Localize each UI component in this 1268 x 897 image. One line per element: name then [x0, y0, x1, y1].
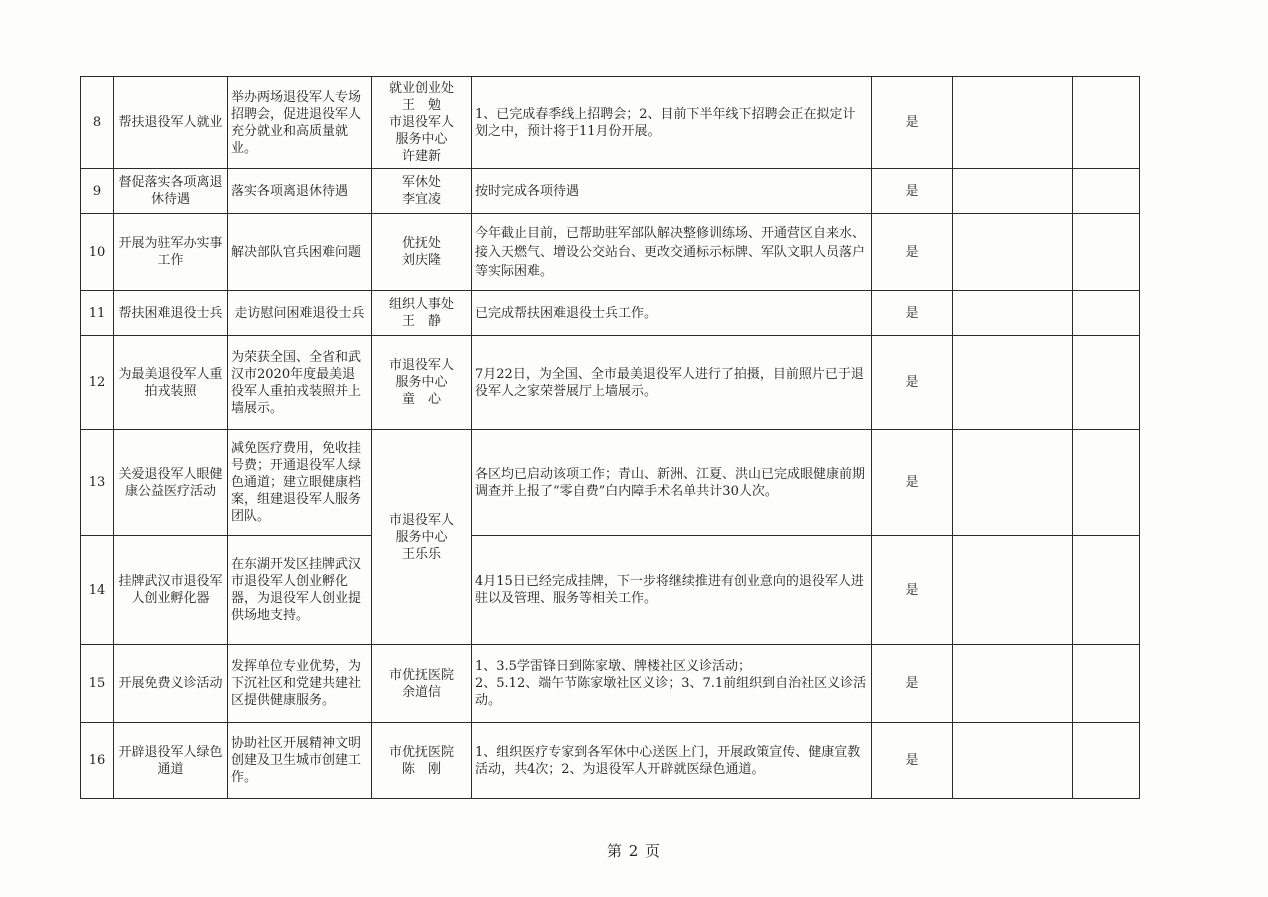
blank-cell [1073, 645, 1140, 723]
item-name: 督促落实各项离退休待遇 [114, 169, 228, 214]
blank-cell [1073, 536, 1140, 645]
responsible-dept [372, 77, 472, 169]
item-content: 发挥单位专业优势，为下沉社区和党建共建社区提供健康服务。 [228, 645, 372, 723]
responsible-dept [372, 645, 472, 723]
completed-status: 是 [872, 169, 953, 214]
progress-text: 今年截止目前，已帮助驻军部队解决整修训练场、开通营区自来水、接入天燃气、增设公交站台、更改交通标示标牌、军队文职人员落户等实际困难。 [472, 214, 872, 291]
dept-line: 陈 刚 [401, 761, 441, 777]
row-number: 8 [81, 77, 114, 169]
row-number: 13 [81, 430, 114, 536]
row-number: 10 [81, 214, 114, 291]
progress-text: 1、组织医疗专家到各军休中心送医上门，开展政策宣传、健康宣教活动，共4次；2、为退役军人开辟就医绿色通道。 [472, 723, 872, 799]
table-row [81, 723, 1140, 799]
table-row [81, 645, 1140, 723]
item-name: 为最美退役军人重拍戎装照 [114, 336, 228, 430]
table-row [81, 214, 1140, 291]
table-row [81, 291, 1140, 336]
completed-status: 是 [872, 336, 953, 430]
item-content: 减免医疗费用，免收挂号费；开通退役军人绿色通道；建立眼健康档案，组建退役军人服务团队。 [228, 430, 372, 536]
progress-text [472, 645, 872, 723]
dept-line: 服务中心 [395, 529, 448, 545]
dept-line: 市退役军人 [388, 115, 454, 130]
blank-cell [953, 169, 1073, 214]
item-name: 帮扶退役军人就业 [114, 77, 228, 169]
progress-text: 1、已完成春季线上招聘会；2、目前下半年线下招聘会正在拟定计划之中，预计将于11月份开展。 [472, 77, 872, 169]
row-number: 14 [81, 536, 114, 645]
progress-text: 按时完成各项待遇 [472, 169, 872, 214]
responsible-dept [372, 430, 472, 645]
item-name: 挂牌武汉市退役军人创业孵化器 [114, 536, 228, 645]
blank-cell [1073, 169, 1140, 214]
blank-cell [953, 723, 1073, 799]
dept-line: 军休处 [401, 175, 441, 190]
blank-cell [1073, 430, 1140, 536]
completed-status: 是 [872, 536, 953, 645]
item-name: 关爱退役军人眼健康公益医疗活动 [114, 430, 228, 536]
item-content: 为荣获全国、全省和武汉市2020年度最美退役军人重拍戎装照并上墙展示。 [228, 336, 372, 430]
responsible-dept [372, 169, 472, 214]
item-content: 走访慰问困难退役士兵 [228, 291, 372, 336]
blank-cell [1073, 336, 1140, 430]
blank-cell [953, 77, 1073, 169]
row-number: 11 [81, 291, 114, 336]
responsible-dept [372, 723, 472, 799]
dept-line: 李宜凌 [401, 192, 441, 207]
row-number: 15 [81, 645, 114, 723]
item-content: 落实各项离退休待遇 [228, 169, 372, 214]
blank-cell [953, 430, 1073, 536]
item-content: 解决部队官兵困难问题 [228, 214, 372, 291]
dept-line: 王 勉 [401, 98, 441, 113]
responsible-dept [372, 291, 472, 336]
responsible-dept [372, 214, 472, 291]
completed-status: 是 [872, 214, 953, 291]
item-name: 帮扶困难退役士兵 [114, 291, 228, 336]
progress-line: 2、5.12、端午节陈家墩社区义诊；3、7.1前组织到自治社区义诊活动。 [475, 676, 867, 708]
blank-cell [1073, 291, 1140, 336]
progress-text: 已完成帮扶困难退役士兵工作。 [472, 291, 872, 336]
blank-cell [1073, 77, 1140, 169]
table-row [81, 430, 1140, 536]
dept-line: 就业创业处 [388, 81, 454, 96]
row-number: 12 [81, 336, 114, 430]
item-content: 协助社区开展精神文明创建及卫生城市创建工作。 [228, 723, 372, 799]
dept-line: 服务中心 [395, 375, 448, 390]
dept-line: 许建新 [401, 149, 441, 164]
dept-line: 王乐乐 [401, 546, 441, 562]
item-name: 开展为驻军办实事工作 [114, 214, 228, 291]
work-progress-table [80, 76, 1140, 799]
dept-line: 服务中心 [395, 132, 448, 147]
dept-line: 市优抚医院 [388, 744, 454, 760]
blank-cell [953, 291, 1073, 336]
blank-cell [1073, 214, 1140, 291]
dept-line: 余道信 [401, 684, 441, 700]
row-number: 16 [81, 723, 114, 799]
completed-status: 是 [872, 430, 953, 536]
item-content: 举办两场退役军人专场招聘会，促进退役军人充分就业和高质量就业。 [228, 77, 372, 169]
blank-cell [1073, 723, 1140, 799]
completed-status: 是 [872, 645, 953, 723]
dept-line: 组织人事处 [388, 297, 454, 312]
blank-cell [953, 214, 1073, 291]
item-name: 开展免费义诊活动 [114, 645, 228, 723]
progress-text: 各区均已启动该项工作；青山、新洲、江夏、洪山已完成眼健康前期调查并上报了“零自费”白内障手术名单共计30人次。 [472, 430, 872, 536]
row-number: 9 [81, 169, 114, 214]
item-name: 开辟退役军人绿色通道 [114, 723, 228, 799]
item-content: 在东湖开发区挂牌武汉市退役军人创业孵化器，为退役军人创业提供场地支持。 [228, 536, 372, 645]
dept-line: 市退役军人 [388, 512, 454, 528]
progress-text: 7月22日，为全国、全市最美退役军人进行了拍摄，目前照片已于退役军人之家荣誉展厅上墙展示。 [472, 336, 872, 430]
table-row [81, 169, 1140, 214]
dept-line: 市退役军人 [388, 358, 454, 373]
table-row [81, 336, 1140, 430]
dept-line: 童 心 [401, 392, 441, 407]
dept-line: 刘庆隆 [401, 253, 441, 268]
responsible-dept [372, 336, 472, 430]
completed-status: 是 [872, 723, 953, 799]
completed-status: 是 [872, 77, 953, 169]
blank-cell [953, 536, 1073, 645]
dept-line: 王 静 [401, 314, 441, 329]
dept-line: 优抚处 [401, 236, 441, 251]
progress-text: 4月15日已经完成挂牌，下一步将继续推进有创业意向的退役军人进驻以及管理、服务等相关工作。 [472, 536, 872, 645]
dept-line: 市优抚医院 [388, 667, 454, 683]
table-row [81, 77, 1140, 169]
completed-status: 是 [872, 291, 953, 336]
table-row [81, 536, 1140, 645]
blank-cell [953, 336, 1073, 430]
progress-line: 1、3.5学雷锋日到陈家墩、牌楼社区义诊活动； [475, 659, 751, 674]
blank-cell [953, 645, 1073, 723]
page-number: 第 2 页 [606, 842, 662, 860]
